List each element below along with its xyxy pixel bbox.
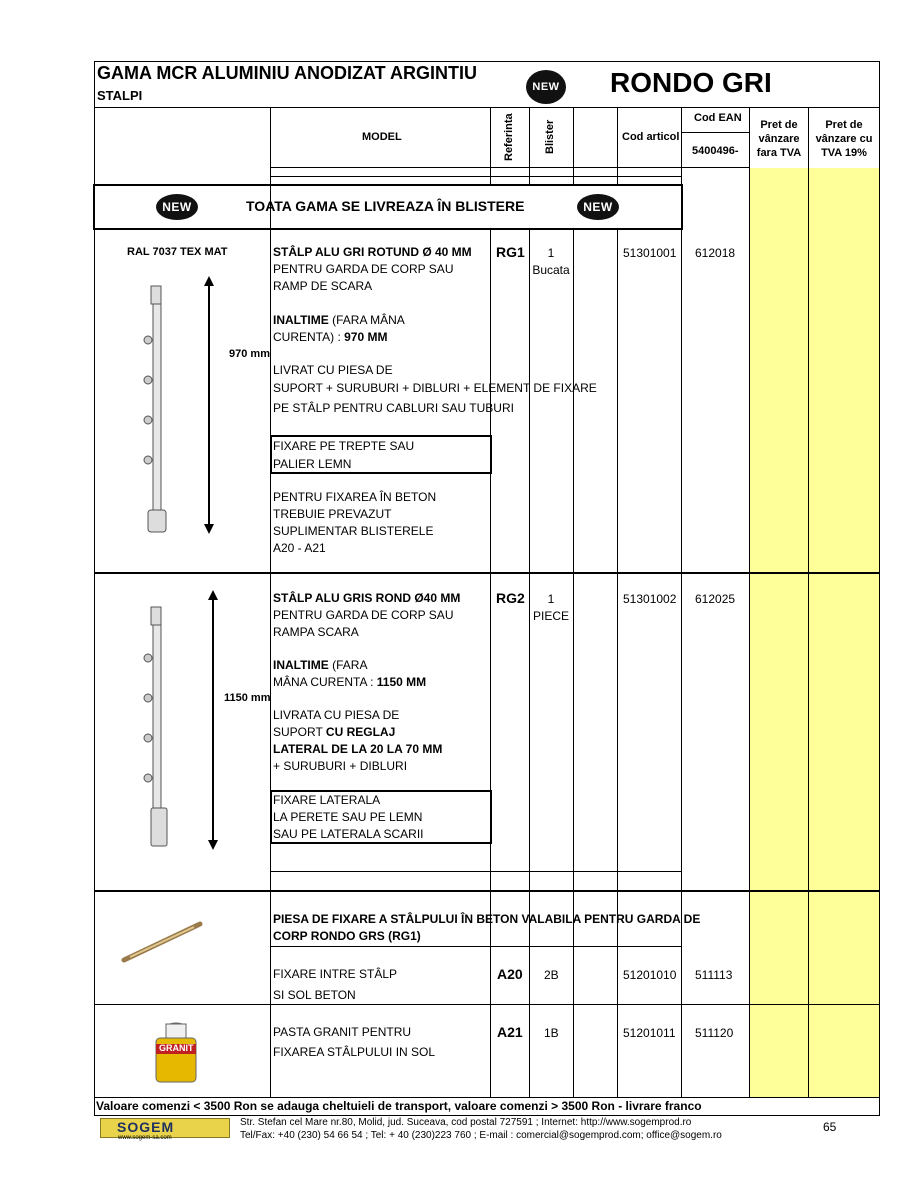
rg2-line: + SURUBURI + DIBLURI — [273, 759, 408, 773]
rg2-inaltime: INALTIME (FARA — [273, 658, 368, 672]
rg2-box-line: SAU PE LATERALA SCARII — [273, 827, 424, 841]
page-number: 65 — [823, 1120, 837, 1134]
rg1-line: PE STÂLP PENTRU CABLURI SAU TUBURI — [273, 401, 514, 415]
rg1-line: TREBUIE PREVAZUT — [273, 507, 392, 521]
new-badge-header: NEW — [526, 70, 566, 104]
price-column-fara-tva — [750, 168, 808, 1097]
rg1-line: PENTRU GARDA DE CORP SAU — [273, 262, 454, 276]
a21-ref: A21 — [497, 1024, 523, 1040]
height-label-rg2: 1150 mm — [224, 692, 271, 704]
page-subtitle: STALPI — [97, 88, 143, 103]
col-cod-articol: Cod articol — [622, 131, 680, 143]
rg1-line: RAMP DE SCARA — [273, 279, 373, 293]
rg2-ean: 612025 — [695, 592, 736, 606]
rg2-box-line: LA PERETE SAU PE LEMN — [273, 810, 423, 824]
granit-can-label: GRANIT — [159, 1043, 194, 1053]
footer-address: Str. Stefan cel Mare nr.80, Molid, jud. Suceava, cod postal 727591 ; Internet: http://www.sogemprod.ro — [240, 1117, 692, 1128]
col-pret-fara-tva: Pret de vânzare fara TVA — [756, 119, 802, 159]
footer-note: Valoare comenzi < 3500 Ron se adauga cheltuieli de transport, valoare comenzi > 3500 Ron - livrare franco — [96, 1099, 702, 1113]
a20-line: FIXARE INTRE STÂLP — [273, 967, 398, 981]
a20-header: PIESA DE FIXARE A STÂLPULUI ÎN BETON VALABILA PENTRU GARDA DE — [273, 912, 701, 926]
rg1-title: STÂLP ALU GRI ROTUND Ø 40 MM — [273, 245, 472, 259]
rg1-inaltime: INALTIME (FARA MÂNA — [273, 313, 405, 327]
rg2-title: STÂLP ALU GRIS ROND Ø40 MM — [273, 591, 461, 605]
brand-title: RONDO GRI — [610, 67, 772, 98]
a20-cod: 51201010 — [623, 968, 677, 982]
rg1-box-line: PALIER LEMN — [273, 457, 352, 471]
rg1-curenta: CURENTA) : 970 MM — [273, 330, 388, 344]
rg1-ref: RG1 — [496, 244, 525, 260]
banner-text: TOATA GAMA SE LIVREAZA ÎN BLISTERE — [246, 198, 525, 214]
a21-ean: 511120 — [695, 1026, 734, 1040]
rg1-line: SUPLIMENTAR BLISTERELE — [273, 524, 434, 538]
height-label-rg1: 970 mm — [229, 348, 270, 360]
a20-blister: 2B — [544, 968, 559, 982]
rg2-box-line: FIXARE LATERALA — [273, 793, 381, 807]
col-ean-prefix: 5400496- — [692, 145, 739, 157]
rg1-line: PENTRU FIXAREA ÎN BETON — [273, 490, 437, 504]
a21-blister: 1B — [544, 1026, 559, 1040]
a21-cod: 51201011 — [623, 1026, 676, 1040]
height-arrow-rg2 — [206, 590, 220, 850]
rg2-ref: RG2 — [496, 590, 525, 606]
a20-header: CORP RONDO GRS (RG1) — [273, 929, 421, 943]
rg2-blister: 1 PIECE — [532, 592, 569, 623]
post-rg2-image — [140, 603, 180, 849]
a20-ean: 511113 — [695, 968, 733, 982]
post-rg1-image — [140, 282, 180, 538]
rg1-ean: 612018 — [695, 246, 736, 260]
footer-contact: Tel/Fax: +40 (230) 54 66 54 ; Tel: + 40 (230)223 760 ; E-mail : comercial@sogemprod.com; office@sogem.ro — [240, 1130, 722, 1141]
rg2-line: PENTRU GARDA DE CORP SAU — [273, 608, 454, 622]
ral-label: RAL 7037 TEX MAT — [127, 246, 228, 258]
col-blister: Blister — [544, 119, 556, 154]
a20-line: SI SOL BETON — [273, 988, 356, 1002]
a21-line: PASTA GRANIT PENTRU — [273, 1025, 412, 1039]
col-referinta: Referinta — [503, 113, 515, 161]
rg2-suport: SUPORT CU REGLAJ — [273, 725, 396, 739]
a20-ref: A20 — [497, 966, 523, 982]
price-column-cu-tva — [809, 168, 879, 1097]
new-badge-right: NEW — [577, 194, 619, 220]
rg1-line: LIVRAT CU PIESA DE — [273, 363, 393, 377]
page-title: GAMA MCR ALUMINIU ANODIZAT ARGINTIU — [97, 63, 477, 83]
rg1-blister: 1 Bucata — [532, 246, 570, 277]
rg2-line: LATERAL DE LA 20 LA 70 MM — [273, 742, 443, 756]
col-pret-cu-tva: Pret de vânzare cu TVA 19% — [815, 119, 873, 159]
col-model: MODEL — [362, 131, 402, 143]
new-badge-left: NEW — [156, 194, 198, 220]
height-arrow-rg1 — [202, 276, 216, 534]
sogem-url: www.sogem-sa.com — [118, 1135, 172, 1141]
rg1-line: SUPORT + SURUBURI + DIBLURI + ELEMENT DE FIXARE — [273, 381, 597, 395]
col-cod-ean: Cod EAN — [694, 112, 742, 124]
rg1-cod: 51301001 — [623, 246, 677, 260]
rg2-line: LIVRATA CU PIESA DE — [273, 708, 400, 722]
rg2-line: RAMPA SCARA — [273, 625, 359, 639]
rg2-cod: 51301002 — [623, 592, 677, 606]
rg1-box-line: FIXARE PE TREPTE SAU — [273, 439, 415, 453]
rg2-curenta: MÂNA CURENTA : 1150 MM — [273, 675, 427, 689]
anchor-rod-image — [120, 918, 204, 966]
sogem-logo: SOGEM — [100, 1118, 230, 1138]
rg1-line: A20 - A21 — [273, 541, 326, 555]
a21-line: FIXAREA STÂLPULUI IN SOL — [273, 1045, 436, 1059]
